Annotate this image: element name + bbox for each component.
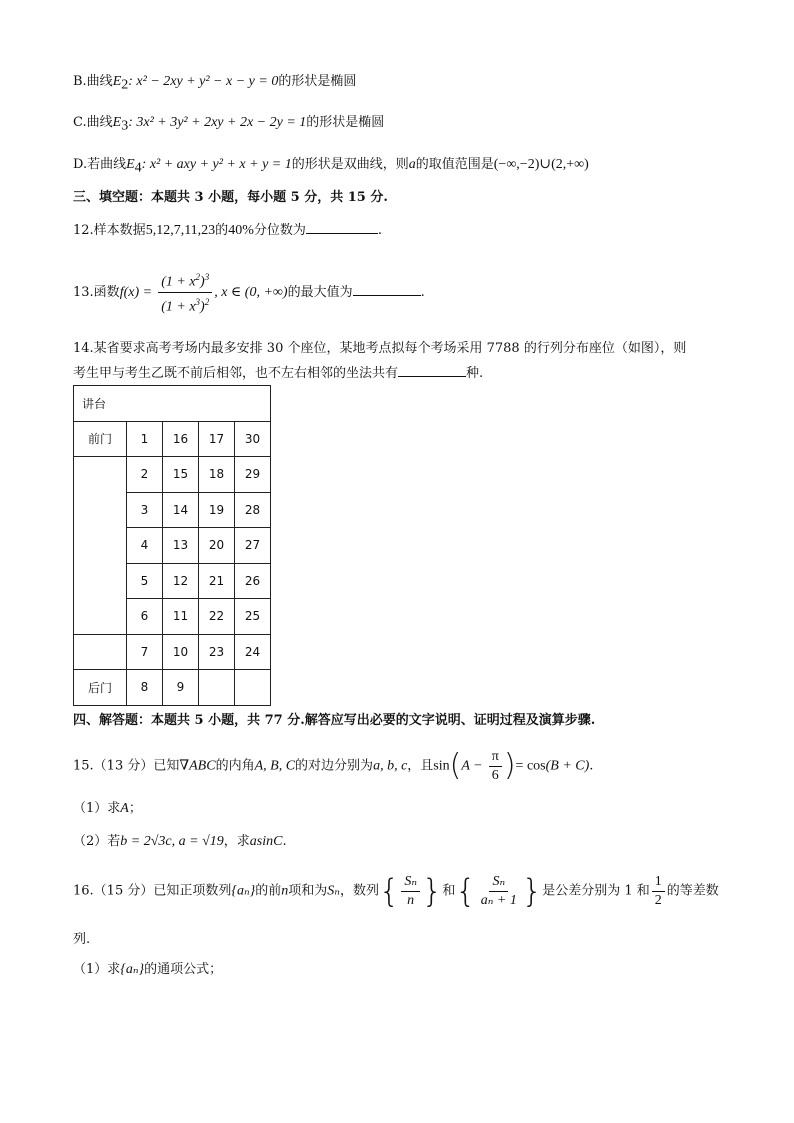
table-row bbox=[74, 421, 271, 457]
q16-f2-num: Sₙ bbox=[489, 873, 508, 892]
q13-denominator: $(1 + x^3)^2$ bbox=[161, 297, 210, 315]
q15-mid: 的内角 bbox=[215, 758, 255, 774]
q15-right-paren: ) bbox=[503, 748, 516, 783]
seat-cell: 1 bbox=[127, 421, 163, 457]
q16-mid: 的前 bbox=[255, 883, 282, 899]
q15-part1-end: ； bbox=[128, 801, 142, 816]
seat-cell: 8 bbox=[127, 670, 163, 706]
q13-den-exp: 3 bbox=[195, 297, 201, 307]
q14-line2-pre: 考生甲与考生乙既不前后相邻，也不左右相邻的坐法共有 bbox=[73, 366, 399, 381]
section-4-heading: 四、解答题：本题共 5 小题，共 77 分.解答应写出必要的文字说明、证明过程及演算步骤. bbox=[73, 713, 596, 728]
seat-cell: 30 bbox=[235, 421, 271, 457]
q13-num-base: 1 + x bbox=[165, 275, 196, 290]
seat-cell: 24 bbox=[235, 634, 271, 670]
q13-answer-blank[interactable] bbox=[353, 283, 421, 296]
seat-cell: 13 bbox=[163, 528, 199, 564]
q12-end: . bbox=[377, 223, 383, 238]
q16-f1-num: Sₙ bbox=[401, 873, 420, 892]
q16-brace-close-1: } bbox=[422, 872, 443, 910]
option-d-var: a bbox=[408, 157, 416, 172]
seat-table bbox=[73, 385, 271, 706]
question-15 bbox=[73, 741, 593, 795]
q13-domain: , x ∈ (0, +∞) bbox=[214, 285, 288, 300]
q16-wrap: 列. bbox=[73, 932, 91, 947]
podium-cell: 讲台 bbox=[74, 386, 271, 422]
q16-fraction-2 bbox=[478, 873, 520, 910]
option-b-prefix: B.曲线 bbox=[73, 74, 113, 89]
q16-n: n bbox=[281, 883, 289, 899]
q15-a-minus: A − bbox=[461, 758, 483, 774]
question-14-line1: 14.某省要求高考考场内最多安排 30 个座位，某地考点拟每个考场采用 7788 的行列分布座位（如图），则 bbox=[73, 341, 687, 356]
option-b-curve-sub: 2 bbox=[121, 77, 129, 93]
option-c bbox=[73, 113, 384, 137]
seat-cell: 5 bbox=[127, 563, 163, 599]
seat-cell: 18 bbox=[199, 457, 235, 493]
table-row bbox=[74, 634, 271, 670]
option-c-suffix: 的形状是椭圆 bbox=[306, 115, 385, 130]
option-b bbox=[73, 72, 356, 96]
section-3-heading: 三、填空题：本题共 3 小题，每小题 5 分，共 15 分. bbox=[73, 190, 388, 205]
option-d-curve-sub: 4 bbox=[134, 160, 142, 176]
seat-cell bbox=[235, 670, 271, 706]
q12-answer-blank[interactable] bbox=[306, 221, 378, 234]
seat-cell: 26 bbox=[235, 563, 271, 599]
option-d-prefix: D.若曲线 bbox=[73, 157, 127, 172]
q13-suffix: 的最大值为 bbox=[287, 285, 353, 300]
q15-mid2: 的对边分别为 bbox=[295, 758, 374, 774]
option-d-curve-name: E bbox=[126, 157, 135, 172]
q12-text: 12.样本数据 bbox=[73, 223, 146, 238]
q15-six: 6 bbox=[491, 767, 499, 783]
q15-part-1 bbox=[73, 799, 142, 819]
q16-f2-den: aₙ + 1 bbox=[480, 892, 517, 908]
q16-brace-open-1: { bbox=[378, 872, 400, 910]
seat-cell: 12 bbox=[163, 563, 199, 599]
question-13 bbox=[73, 265, 425, 325]
seat-cell bbox=[199, 670, 235, 706]
seat-cell: 20 bbox=[199, 528, 235, 564]
q16-half-den: 2 bbox=[654, 892, 662, 908]
seat-cell: 10 bbox=[163, 634, 199, 670]
q13-fraction bbox=[158, 268, 212, 316]
seat-cell: 21 bbox=[199, 563, 235, 599]
q15-angles: A, B, C bbox=[254, 758, 296, 774]
q15-part1-text: （1）求 bbox=[73, 801, 121, 816]
seat-cell: 3 bbox=[127, 492, 163, 528]
back-door-cell: 后门 bbox=[74, 670, 127, 706]
seat-cell: 23 bbox=[199, 634, 235, 670]
option-d-formula: : x² + axy + y² + x + y = 1 bbox=[141, 157, 292, 172]
q16-label: 16.（15 分）已知正项数列 bbox=[73, 883, 232, 899]
q15-pi: π bbox=[489, 748, 502, 767]
option-c-curve-name: E bbox=[112, 115, 122, 130]
seat-cell: 15 bbox=[163, 457, 199, 493]
q12-percent: 40% bbox=[228, 223, 254, 238]
q12-suffix: 分位数为 bbox=[253, 223, 306, 238]
q13-den-base: 1 + x bbox=[165, 299, 196, 315]
q15-end: . bbox=[589, 758, 594, 774]
option-d-mid: 的形状是双曲线，则 bbox=[291, 157, 409, 172]
q14-answer-blank[interactable] bbox=[398, 364, 466, 377]
q16-seq: {aₙ} bbox=[231, 883, 256, 899]
q13-end: . bbox=[420, 285, 425, 300]
option-c-curve-sub: 3 bbox=[121, 118, 129, 134]
q16-brace-open-2: { bbox=[455, 872, 476, 910]
seat-cell: 6 bbox=[127, 599, 163, 635]
q15-part2-end: . bbox=[282, 834, 287, 849]
q13-num-pow: 3 bbox=[204, 272, 210, 283]
seat-cell: 16 bbox=[163, 421, 199, 457]
q15-part1-var: A bbox=[120, 801, 129, 816]
aisle-cell bbox=[74, 457, 127, 635]
q13-den-pow: 2 bbox=[204, 297, 210, 307]
q16-part-1 bbox=[73, 960, 222, 980]
table-row bbox=[74, 457, 271, 493]
q16-part1-seq: {aₙ} bbox=[120, 962, 145, 977]
seat-cell: 28 bbox=[235, 492, 271, 528]
seat-cell: 22 bbox=[199, 599, 235, 635]
q15-sides: a, b, c bbox=[373, 758, 408, 774]
option-b-formula: : x² − 2xy + y² − x − y = 0 bbox=[128, 74, 279, 89]
option-c-prefix: C.曲线 bbox=[73, 115, 113, 130]
q16-part1-text: （1）求 bbox=[73, 962, 121, 977]
q16-sn: Sₙ bbox=[327, 883, 340, 899]
seat-cell: 14 bbox=[163, 492, 199, 528]
q16-mid2: 项和为 bbox=[288, 883, 328, 899]
q13-numerator: $(1 + x^2)^3$ bbox=[158, 268, 212, 293]
q16-half-num: 1 bbox=[652, 873, 665, 892]
option-b-curve-name: E bbox=[112, 74, 122, 89]
q16-mid3: ，数列 bbox=[339, 883, 379, 899]
q15-part2-text: （2）若 bbox=[73, 834, 121, 849]
q12-data: 5,12,7,11,23 bbox=[145, 223, 216, 238]
seat-cell: 17 bbox=[199, 421, 235, 457]
option-c-formula: : 3x² + 3y² + 2xy + 2x − 2y = 1 bbox=[128, 115, 307, 130]
q16-fraction-1 bbox=[401, 873, 420, 910]
seat-table-header-row bbox=[74, 386, 271, 422]
table-row bbox=[74, 670, 271, 706]
option-d-range: (−∞,−2)∪(2,+∞) bbox=[493, 157, 589, 172]
q16-f1-den: n bbox=[407, 892, 415, 908]
q15-eq: = cos bbox=[515, 758, 546, 774]
q12-mid: 的 bbox=[215, 223, 229, 238]
option-d bbox=[73, 155, 589, 179]
seat-cell: 19 bbox=[199, 492, 235, 528]
q16-and: 和 bbox=[442, 883, 456, 899]
seat-cell: 2 bbox=[127, 457, 163, 493]
q16-brace-close-2: } bbox=[521, 872, 543, 910]
seat-cell: 9 bbox=[163, 670, 199, 706]
q15-part-2 bbox=[73, 832, 287, 852]
q15-part2-cond: b = 2√3c, a = √19 bbox=[120, 834, 224, 849]
q16-mid5: 的等差数 bbox=[666, 883, 719, 899]
q15-part2-target: asinC bbox=[249, 834, 283, 849]
q15-bc: (B + C) bbox=[545, 758, 590, 774]
q16-half-fraction bbox=[652, 873, 665, 910]
option-d-mid2: 的取值范围是 bbox=[415, 157, 494, 172]
front-door-cell: 前门 bbox=[74, 421, 127, 457]
option-b-suffix: 的形状是椭圆 bbox=[278, 74, 357, 89]
q15-mid3: ，且 bbox=[407, 758, 434, 774]
q13-num-exp: 2 bbox=[195, 272, 201, 283]
seat-cell: 7 bbox=[127, 634, 163, 670]
q14-line2-post: 种. bbox=[466, 366, 484, 381]
q13-text: 13.函数 bbox=[73, 285, 120, 300]
seat-cell: 25 bbox=[235, 599, 271, 635]
q16-part1-end: 的通项公式； bbox=[144, 962, 223, 977]
seat-cell: 27 bbox=[235, 528, 271, 564]
q15-left-paren: ( bbox=[449, 748, 462, 783]
question-12 bbox=[73, 221, 382, 241]
question-14-line2 bbox=[73, 364, 483, 384]
seat-cell: 4 bbox=[127, 528, 163, 564]
q15-label: 15.（13 分）已知 bbox=[73, 758, 180, 774]
q16-mid4: 是公差分别为 1 和 bbox=[542, 883, 650, 899]
seat-cell: 29 bbox=[235, 457, 271, 493]
q15-triangle: ∇ABC bbox=[179, 758, 216, 774]
seat-cell: 11 bbox=[163, 599, 199, 635]
q15-part2-mid: ，求 bbox=[223, 834, 250, 849]
q15-pi-fraction bbox=[489, 748, 502, 785]
q13-func: f(x) = bbox=[119, 285, 153, 300]
empty-cell bbox=[74, 634, 127, 670]
question-16 bbox=[73, 864, 719, 922]
q15-sin: sin bbox=[433, 758, 450, 774]
